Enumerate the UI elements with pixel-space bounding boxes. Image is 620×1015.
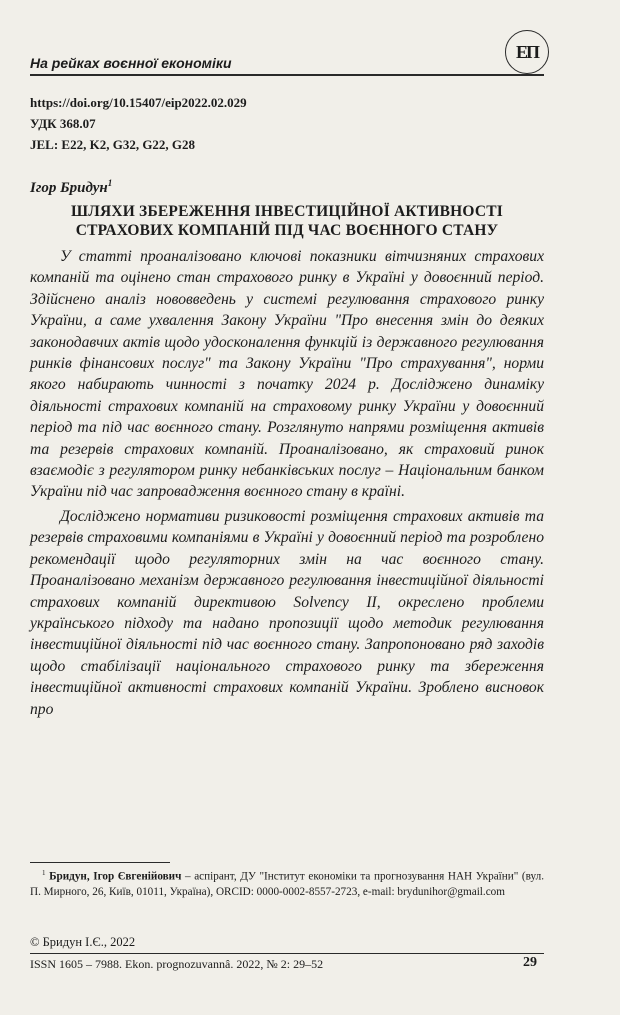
copyright: © Бридун І.Є., 2022	[30, 935, 136, 949]
journal-section-title: На рейках воєнної економіки	[30, 55, 232, 71]
author-footnote	[30, 866, 544, 900]
abstract-paragraph-2: Досліджено нормативи ризиковості розміщення страхових активів та резервів страховими компаніями в Україні у довоєнний період та розроблено рекомендації щодо регуляторних змін на час воєнного стану. Проаналізовано механізм державного регулювання інвестиційної діяльності страхових компаній директивою Solvency II, окреслено проблеми українського підходу та надано пропозиції щодо методик регулювання інвестиційної діяльності під час воєнного стану. Запропоновано ряд заходів щодо стабілізації національного страхового ринку та збереження інвестиційної активності страхових компаній України. Зроблено висновок про	[30, 507, 544, 718]
footnote-divider	[30, 862, 170, 863]
author-name	[30, 178, 112, 197]
abstract-paragraph-1: У статті проаналізовано ключові показники вітчизняних страхових компаній та оцінено стан страхового ринку в Україні у довоєнний період. Здійснено аналіз нововведень у системі регулювання страхового ринку України, а саме ухвалення Закону України "Про внесення змін до деяких законодавчих актів щодо удосконалення функцій із державного регулювання ринків фінансових послуг" та Закону України "Про страхування", норми якого набирають чинності з початку 2024 р. Досліджено динаміку діяльності страхових компаній на страховому ринку України у довоєнний період та під час воєнного стану. Розглянуто напрями розміщення активів та резервів страхових компаній. Проаналізовано, як страховий ринок взаємодіє з регулятором ринку небанківських послуг – Національним банком України під час запровадження воєнного стану в країні.	[30, 248, 544, 501]
header-divider	[30, 74, 544, 76]
footnote-text: – аспірант, ДУ "Інститут економіки та прогнозування НАН України" (вул. П. Мирного, 26, Київ, 01011, Україна), ORCID: 0000-0002-8557-2723, e-mail: brydunihor@gmail.com	[30, 870, 544, 898]
doi-link[interactable]: https://doi.org/10.15407/eip2022.02.029	[30, 95, 247, 110]
footer-divider	[30, 953, 544, 954]
footnote-mark: 1	[42, 869, 46, 877]
udk-code: УДК 368.07	[30, 116, 96, 131]
author-name-text: Ігор Бридун	[30, 180, 108, 196]
author-footnote-mark: 1	[107, 178, 113, 188]
issn-line: ISSN 1605 – 7988. Ekon. prognozuvannâ. 2022, № 2: 29–52	[30, 957, 324, 971]
abstract	[30, 246, 544, 720]
article-title-line-2: СТРАХОВИХ КОМПАНІЙ ПІД ЧАС ВОЄННОГО СТАНУ	[75, 222, 499, 239]
journal-logo-icon: ЕП	[505, 30, 549, 74]
article-title-line-1: ШЛЯХИ ЗБЕРЕЖЕННЯ ІНВЕСТИЦІЙНОЇ АКТИВНОСТІ	[70, 203, 504, 220]
footnote-author-name: Бридун, Ігор Євгенійович	[49, 870, 182, 883]
page-number: 29	[523, 955, 537, 970]
jel-codes: JEL: E22, K2, G32, G22, G28	[30, 137, 196, 152]
